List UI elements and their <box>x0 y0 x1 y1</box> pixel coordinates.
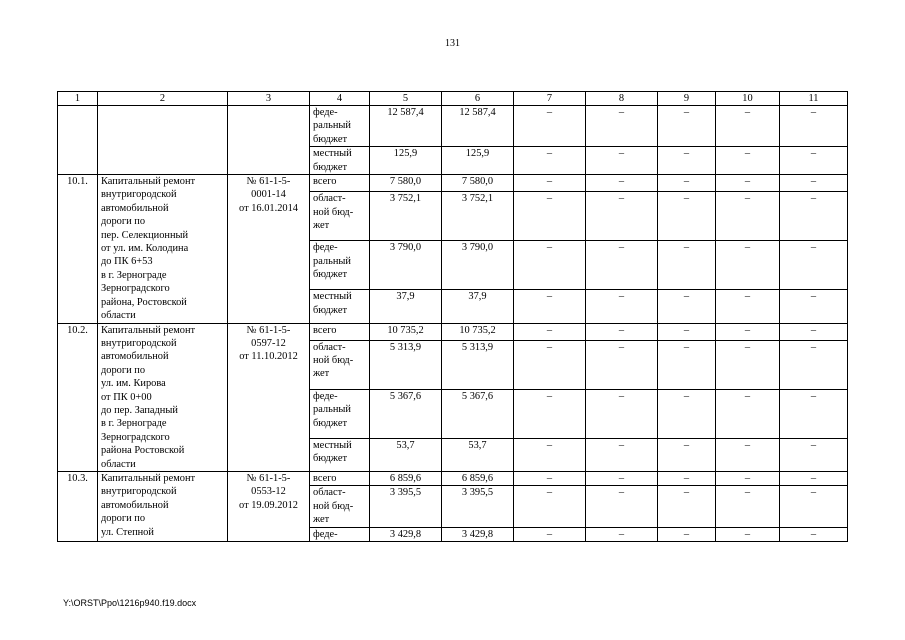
value-col11: – <box>780 438 848 471</box>
value-col5: 5 313,9 <box>370 340 442 389</box>
value-col11: – <box>780 389 848 438</box>
value-col6: 37,9 <box>442 290 514 323</box>
column-header-3: 3 <box>228 92 310 106</box>
value-col11: – <box>780 471 848 485</box>
value-col8: – <box>586 147 658 175</box>
value-col9: – <box>658 389 716 438</box>
value-col11: – <box>780 106 848 147</box>
value-col8: – <box>586 340 658 389</box>
value-col8: – <box>586 323 658 340</box>
table-row <box>58 323 848 340</box>
value-col8: – <box>586 438 658 471</box>
value-col11: – <box>780 340 848 389</box>
value-col5: 125,9 <box>370 147 442 175</box>
value-col5: 6 859,6 <box>370 471 442 485</box>
page-number: 131 <box>445 38 460 49</box>
value-col11: – <box>780 527 848 541</box>
value-col7: – <box>514 290 586 323</box>
table-row <box>58 175 848 192</box>
value-col9: – <box>658 106 716 147</box>
value-col9: – <box>658 147 716 175</box>
value-col5: 12 587,4 <box>370 106 442 147</box>
value-col6: 3 790,0 <box>442 241 514 290</box>
funding-source: област- ной бюд- жет <box>310 340 370 389</box>
table-header <box>58 92 848 106</box>
value-col7: – <box>514 175 586 192</box>
value-col7: – <box>514 389 586 438</box>
funding-source: местный бюджет <box>310 438 370 471</box>
value-col7: – <box>514 147 586 175</box>
value-col10: – <box>716 175 780 192</box>
value-col6: 10 735,2 <box>442 323 514 340</box>
column-header-7: 7 <box>514 92 586 106</box>
value-col10: – <box>716 527 780 541</box>
funding-source: местный бюджет <box>310 290 370 323</box>
value-col8: – <box>586 175 658 192</box>
funding-source: област- ной бюд- жет <box>310 192 370 241</box>
value-col5: 5 367,6 <box>370 389 442 438</box>
expertise-document: № 61-1-5- 0553-12 от 19.09.2012 <box>228 471 310 541</box>
value-col10: – <box>716 323 780 340</box>
budget-table <box>57 91 848 542</box>
value-col5: 7 580,0 <box>370 175 442 192</box>
value-col7: – <box>514 340 586 389</box>
value-col9: – <box>658 290 716 323</box>
value-col8: – <box>586 389 658 438</box>
funding-source: всего <box>310 471 370 485</box>
value-col6: 6 859,6 <box>442 471 514 485</box>
item-number: 10.1. <box>58 175 98 323</box>
column-header-9: 9 <box>658 92 716 106</box>
value-col7: – <box>514 192 586 241</box>
item-number: 10.2. <box>58 323 98 471</box>
object-description: Капитальный ремонт внутригородской автомобильной дороги по ул. Степной <box>98 471 228 541</box>
value-col5: 3 395,5 <box>370 486 442 527</box>
value-col6: 5 367,6 <box>442 389 514 438</box>
table-row <box>58 471 848 485</box>
object-description: Капитальный ремонт внутригородской автомобильной дороги по пер. Селекционный от ул. им. Колодина до ПК 6+53 в г. Зернограде Зерноградского района, Ростовской области <box>98 175 228 323</box>
table-body <box>58 106 848 542</box>
value-col11: – <box>780 147 848 175</box>
value-col11: – <box>780 192 848 241</box>
funding-source: всего <box>310 175 370 192</box>
value-col8: – <box>586 290 658 323</box>
value-col6: 12 587,4 <box>442 106 514 147</box>
value-col9: – <box>658 486 716 527</box>
value-col6: 5 313,9 <box>442 340 514 389</box>
value-col9: – <box>658 241 716 290</box>
object-cell <box>98 106 228 175</box>
column-header-8: 8 <box>586 92 658 106</box>
value-col10: – <box>716 486 780 527</box>
value-col11: – <box>780 175 848 192</box>
value-col9: – <box>658 340 716 389</box>
value-col10: – <box>716 340 780 389</box>
value-col10: – <box>716 389 780 438</box>
value-col5: 3 752,1 <box>370 192 442 241</box>
value-col8: – <box>586 192 658 241</box>
expertise-document: № 61-1-5- 0597-12 от 11.10.2012 <box>228 323 310 471</box>
column-header-5: 5 <box>370 92 442 106</box>
value-col7: – <box>514 323 586 340</box>
table-row <box>58 106 848 147</box>
column-header-11: 11 <box>780 92 848 106</box>
value-col10: – <box>716 192 780 241</box>
value-col10: – <box>716 147 780 175</box>
column-header-4: 4 <box>310 92 370 106</box>
value-col11: – <box>780 323 848 340</box>
column-header-1: 1 <box>58 92 98 106</box>
value-col8: – <box>586 471 658 485</box>
value-col10: – <box>716 438 780 471</box>
value-col5: 37,9 <box>370 290 442 323</box>
value-col7: – <box>514 241 586 290</box>
column-header-6: 6 <box>442 92 514 106</box>
value-col6: 53,7 <box>442 438 514 471</box>
funding-source: феде- ральный бюджет <box>310 106 370 147</box>
value-col9: – <box>658 527 716 541</box>
item-number: 10.3. <box>58 471 98 541</box>
funding-source: феде- ральный бюджет <box>310 241 370 290</box>
value-col6: 7 580,0 <box>442 175 514 192</box>
value-col7: – <box>514 527 586 541</box>
value-col7: – <box>514 106 586 147</box>
funding-source: феде- <box>310 527 370 541</box>
value-col8: – <box>586 106 658 147</box>
value-col8: – <box>586 486 658 527</box>
column-header-10: 10 <box>716 92 780 106</box>
value-col10: – <box>716 471 780 485</box>
item-number-cell <box>58 106 98 175</box>
value-col9: – <box>658 323 716 340</box>
funding-source: всего <box>310 323 370 340</box>
funding-source: област- ной бюд- жет <box>310 486 370 527</box>
object-description: Капитальный ремонт внутригородской автомобильной дороги по ул. им. Кирова от ПК 0+00 до пер. Западный в г. Зернограде Зерноградского района Ростовской области <box>98 323 228 471</box>
value-col5: 3 790,0 <box>370 241 442 290</box>
value-col9: – <box>658 471 716 485</box>
document-cell <box>228 106 310 175</box>
value-col5: 10 735,2 <box>370 323 442 340</box>
value-col8: – <box>586 527 658 541</box>
value-col7: – <box>514 471 586 485</box>
value-col6: 3 395,5 <box>442 486 514 527</box>
value-col10: – <box>716 241 780 290</box>
value-col7: – <box>514 486 586 527</box>
funding-source: местный бюджет <box>310 147 370 175</box>
value-col9: – <box>658 438 716 471</box>
value-col11: – <box>780 290 848 323</box>
column-header-2: 2 <box>98 92 228 106</box>
value-col11: – <box>780 486 848 527</box>
value-col9: – <box>658 192 716 241</box>
value-col5: 53,7 <box>370 438 442 471</box>
value-col6: 125,9 <box>442 147 514 175</box>
funding-source: феде- ральный бюджет <box>310 389 370 438</box>
expertise-document: № 61-1-5- 0001-14 от 16.01.2014 <box>228 175 310 323</box>
value-col10: – <box>716 106 780 147</box>
value-col9: – <box>658 175 716 192</box>
value-col6: 3 429,8 <box>442 527 514 541</box>
file-path-footer: Y:\ORST\Ppo\1216p940.f19.docx <box>63 598 197 608</box>
value-col5: 3 429,8 <box>370 527 442 541</box>
value-col10: – <box>716 290 780 323</box>
value-col11: – <box>780 241 848 290</box>
value-col7: – <box>514 438 586 471</box>
value-col6: 3 752,1 <box>442 192 514 241</box>
value-col8: – <box>586 241 658 290</box>
